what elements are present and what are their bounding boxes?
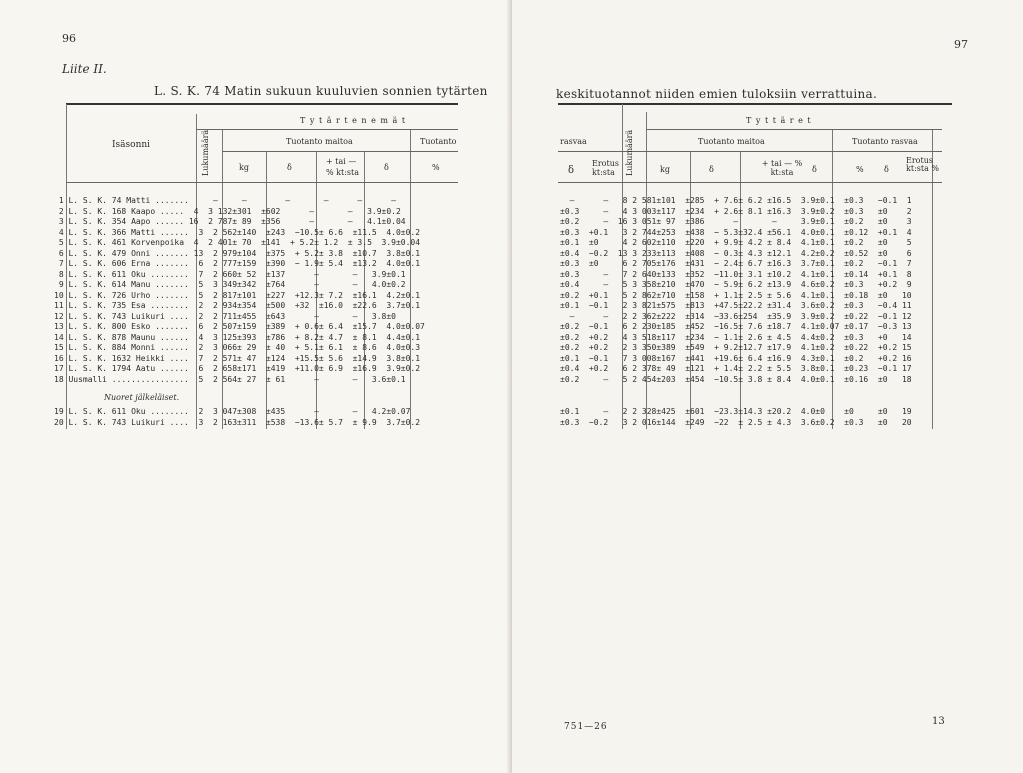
header-group: T y t t ä r e t (746, 116, 812, 125)
table-row: 15 L. S. K. 884 Monni ...... 2 3 066± 29 ± 40 + 5.1± 6.1 ± 8.6 4.0±0.3 (54, 343, 421, 352)
table-row: ±0.2 — 16 3 051± 97 ±386 — — 3.9±0.1 ±0.2 ±0 3 (560, 217, 912, 226)
table-row: 4 L. S. K. 366 Matti ...... 3 2 562±140 ±243 −10.5± 6.6 ±11.5 4.0±0.2 (54, 227, 421, 237)
col-kg: kg (239, 163, 249, 172)
col-divider (932, 130, 933, 429)
left-table-body-young (54, 407, 420, 428)
table-row: 19 L. S. K. 611 Oku ........ 2 3 047±308 ±435 — — 4.2±0.07 (54, 407, 411, 416)
table-row: 20 L. S. K. 743 Luikuri .... 3 2 163±311 ±538 −13.6± 5.7 ± 9.9 3.7±0.2 (54, 417, 421, 427)
table-row: ±0.2 — 5 2 454±203 ±454 −10.5± 3.8 ± 8.4 4.0±0.1 ±0.16 ±0 18 (560, 374, 912, 384)
table-row: 13 L. S. K. 800 Esko ....... 6 2 507±159 ±389 + 0.6± 6.4 ±15.7 4.0±0.07 (54, 322, 425, 331)
table-row: 2 L. S. K. 168 Kaapo ..... 4 3 132±301 ±602 — — 3.9±0.2 (54, 206, 401, 216)
col-lukumaara: Lukumäärä (625, 129, 634, 176)
header-bottom-rule (558, 182, 942, 183)
header-bottom-rule (66, 182, 458, 183)
col-erotus: Erotus kt:sta % (906, 156, 939, 173)
col-pct: % (432, 163, 440, 172)
col-tai: + tai — (326, 157, 357, 166)
col-delta: δ (812, 165, 817, 174)
table-row: ±0.3 ±0 6 2 705±176 ±431 − 2.4± 6.7 ±16.3 3.7±0.1 ±0.2 −0.1 7 (560, 259, 912, 268)
right-page-number: 97 (954, 38, 968, 51)
right-table-body (560, 196, 912, 385)
col-pct: % (856, 165, 864, 174)
col-tuotanto-maitoa: Tuotanto maitoa (698, 137, 765, 146)
table-row: ±0.2 +0.2 4 3 518±117 ±234 − 1.1± 2.6 ± 4.5 4.4±0.2 ±0.3 +0 14 (560, 332, 912, 342)
table-row: 3 L. S. K. 354 Aapo ...... 16 2 787± 89 ±356 — — 4.1±0.04 (54, 217, 406, 226)
table-row: — — 8 2 581±101 ±285 + 7.6± 6.2 ±16.5 3.9±0.1 ±0.3 −0.1 1 (560, 196, 912, 205)
table-row: ±0.2 +0.2 2 3 350±389 ±549 + 9.2±12.7 ±17.9 4.1±0.2 ±0.22 +0.2 15 (560, 343, 912, 352)
table-row: 18 Uusmalli ................ 5 2 564± 27 ± 61 — — 3.6±0.1 (54, 374, 406, 384)
col-delta: δ (287, 163, 292, 172)
col-pct-ktsta: % kt:sta (326, 168, 359, 177)
table-row: 8 L. S. K. 611 Oku ........ 7 2 660± 52 ±137 — — 3.9±0.1 (54, 269, 406, 279)
bottom-code: 751—26 (564, 722, 608, 732)
table-row: ±0.3 — 7 2 640±133 ±352 −11.0± 3.1 ±10.2 4.1±0.1 ±0.14 +0.1 8 (560, 269, 912, 279)
col-delta: δ (709, 165, 714, 174)
table-row: 11 L. S. K. 735 Esa ........ 2 2 934±354 ±500 +32 ±16.0 ±22.6 3.7±0.1 (54, 301, 421, 310)
right-footer-number: 13 (932, 716, 945, 727)
col-erotus: Erotus kt:sta (592, 159, 619, 177)
table-row: 1 L. S. K. 74 Matti ....... — — — — — — (54, 196, 396, 205)
table-top-rule (66, 103, 458, 105)
col-delta: δ (884, 165, 889, 174)
table-row: ±0.2 +0.1 5 2 862±710 ±158 + 1.1± 2.5 ± 5.6 4.1±0.1 ±0.18 ±0 10 (560, 290, 912, 300)
left-table-body (54, 196, 425, 385)
subheading-young: Nuoret jälkeläiset. (104, 393, 180, 402)
page-title-right: keskituotannot niiden emien tuloksiin verrattuina. (556, 87, 878, 101)
table-row: 17 L. S. K. 1794 Aatu ...... 6 2 658±171 ±419 +11.0± 6.9 ±16.9 3.9±0.2 (54, 364, 421, 373)
col-tai: + tai — % kt:sta (761, 159, 803, 177)
table-row: 14 L. S. K. 878 Maunu ...... 4 3 125±393 ±786 + 8.2± 4.7 ± 8.1 4.4±0.1 (54, 332, 421, 342)
col-isasonni: Isäsonni (112, 140, 151, 150)
table-row: ±0.1 — 2 2 328±425 ±601 −23.3±14.3 ±20.2 4.0±0 ±0 ±0 19 (560, 407, 912, 416)
table-row: 5 L. S. K. 461 Korvenpoika 4 2 401± 70 ±141 + 5.2± 1.2 ± 3.5 3.9±0.04 (54, 238, 421, 247)
header-rule (222, 151, 458, 152)
table-top-rule (558, 103, 952, 105)
right-table-body-young (560, 407, 912, 428)
col-lukumaara: Lukumäärä (201, 129, 210, 176)
header-rule (196, 129, 458, 130)
table-row: ±0.4 — 5 3 358±210 ±470 − 5.9± 6.2 ±13.9 4.6±0.2 ±0.3 +0.2 9 (560, 280, 912, 289)
table-row: — — 2 2 362±222 ±314 −33.6±254 ±35.9 3.9±0.2 ±0.22 −0.1 12 (560, 311, 912, 321)
table-row: ±0.2 −0.1 6 2 230±185 ±452 −16.5± 7.6 ±18.7 4.1±0.07 ±0.17 −0.3 13 (560, 322, 912, 331)
table-row: 6 L. S. K. 479 Onni ....... 13 2 979±104 ±375 + 5.2± 3.8 ±10.7 3.8±0.1 (54, 248, 421, 258)
table-row: ±0.3 — 4 3 003±117 ±234 + 2.6± 8.1 ±16.3 3.9±0.2 ±0.3 ±0 2 (560, 206, 912, 216)
appendix-label: Liite II. (62, 62, 107, 76)
col-delta: δ (384, 163, 389, 172)
header-rule (646, 129, 942, 130)
table-row: ±0.1 ±0 4 2 602±110 ±220 + 9.9± 4.2 ± 8.4 4.1±0.1 ±0.2 ±0 5 (560, 238, 912, 247)
table-row: ±0.3 +0.1 3 2 744±253 ±438 − 5.3±32.4 ±56.1 4.0±0.1 ±0.12 +0.1 4 (560, 227, 912, 237)
header-group: T y t ä r t e n e m ä t (300, 116, 407, 125)
col-tuotanto-rasvaa: Tuotanto rasvaa (852, 137, 918, 146)
left-page-number: 96 (62, 32, 76, 45)
table-row: 12 L. S. K. 743 Luikuri .... 2 2 711±455 ±643 — — 3.8±0 (54, 311, 396, 321)
table-row: ±0.3 −0.2 3 2 016±144 ±249 −22 ± 2.5 ± 4.3 3.6±0.2 ±0.3 ±0 20 (560, 417, 912, 427)
table-row: ±0.4 +0.2 6 2 378± 49 ±121 + 1.4± 2.2 ± 5.5 3.8±0.1 ±0.23 −0.1 17 (560, 364, 912, 373)
table-row: ±0.1 −0.1 2 3 821±575 ±813 +47.5±22.2 ±31.4 3.6±0.2 ±0.3 −0.4 11 (560, 301, 912, 310)
table-row: 16 L. S. K. 1632 Heikki .... 7 2 571± 47 ±124 +15.5± 5.6 ±14.9 3.8±0.1 (54, 353, 421, 363)
table-row: 10 L. S. K. 726 Urho ....... 5 2 817±101 ±227 +12.3± 7.2 ±16.1 4.2±0.1 (54, 290, 421, 300)
col-delta: δ (568, 165, 575, 176)
col-tuotanto-cut: Tuotanto (420, 137, 457, 146)
col-tuotanto-maitoa: Tuotanto maitoa (286, 137, 353, 146)
table-row: 7 L. S. K. 606 Erna ....... 6 2 777±159 ±390 − 1.9± 5.4 ±13.2 4.0±0.1 (54, 259, 421, 268)
right-page (512, 0, 1023, 773)
col-kg: kg (660, 165, 670, 174)
table-row: ±0.4 −0.2 13 3 233±113 ±408 − 0.3± 4.3 ±12.1 4.2±0.2 ±0.52 ±0 6 (560, 248, 912, 258)
table-row: ±0.1 −0.1 7 3 008±167 ±441 +19.6± 6.4 ±16.9 4.3±0.1 ±0.2 +0.2 16 (560, 353, 912, 363)
page-title-left: L. S. K. 74 Matin sukuun kuuluvien sonnien tytärten (154, 84, 488, 98)
header-rule (558, 151, 942, 152)
table-row: 9 L. S. K. 614 Manu ....... 5 3 349±342 ±764 — — 4.0±0.2 (54, 280, 406, 289)
col-rasvaa: rasvaa (560, 137, 587, 146)
